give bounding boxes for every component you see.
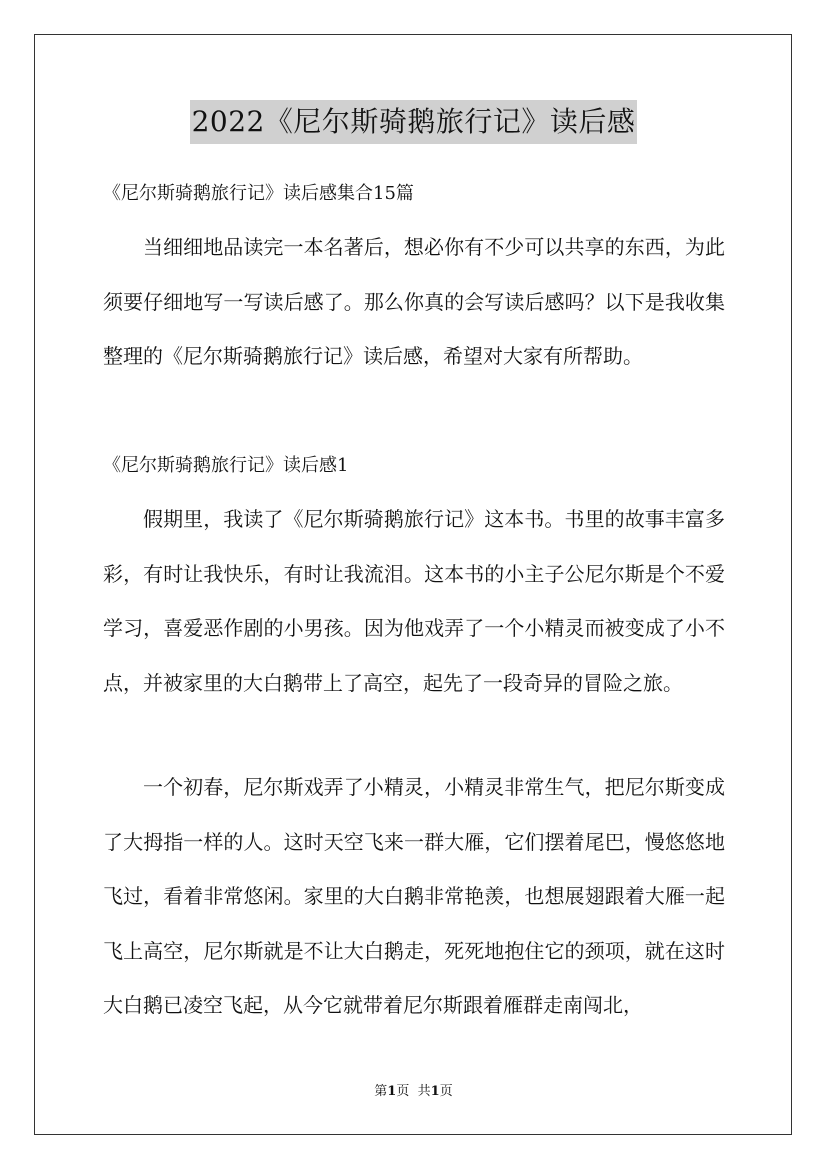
body-paragraph: 一个初春，尼尔斯戏弄了小精灵，小精灵非常生气，把尼尔斯变成了大拇指一样的人。这时天空飞来一群大雁，它们摆着尾巴，慢悠悠地飞过，看着非常悠闲。家里的大白鹅非常艳羡，也想展翅跟着大雁一起飞上高空，尼尔斯就是不让大白鹅走，死死地抱住它的颈项，就在这时大白鹅已凌空飞起，从今它就带着尼尔斯跟着雁群走南闯北，: [103, 775, 725, 1017]
body-paragraph: 假期里，我读了《尼尔斯骑鹅旅行记》这本书。书里的故事丰富多彩，有时让我快乐，有时让我流泪。这本书的小主子公尼尔斯是个不爱学习，喜爱恶作剧的小男孩。因为他戏弄了一个小精灵而被变成了小不点，并被家里的大白鹅带上了高空，起先了一段奇异的冒险之旅。: [103, 507, 725, 695]
page-footer: [0, 1082, 827, 1102]
page-label-prefix: 第: [374, 1084, 388, 1099]
page-number: 1: [387, 1084, 397, 1099]
total-pages: 1: [430, 1084, 440, 1099]
intro-paragraph: 当细细地品读完一本名著后，想必你有不少可以共享的东西，为此须要仔细地写一写读后感了。那么你真的会写读后感吗？以下是我收集整理的《尼尔斯骑鹅旅行记》读后感，希望对大家有所帮助。: [103, 235, 725, 368]
title-container: [0, 100, 827, 144]
total-label-suffix: 页: [439, 1084, 453, 1099]
document-subtitle: 《尼尔斯骑鹅旅行记》读后感集合15篇: [103, 183, 414, 204]
page-label-suffix: 页: [396, 1084, 410, 1099]
section-heading: 《尼尔斯骑鹅旅行记》读后感1: [103, 455, 349, 476]
document-title: 2022《尼尔斯骑鹅旅行记》读后感: [190, 100, 638, 144]
total-label-prefix: 共: [417, 1084, 431, 1099]
